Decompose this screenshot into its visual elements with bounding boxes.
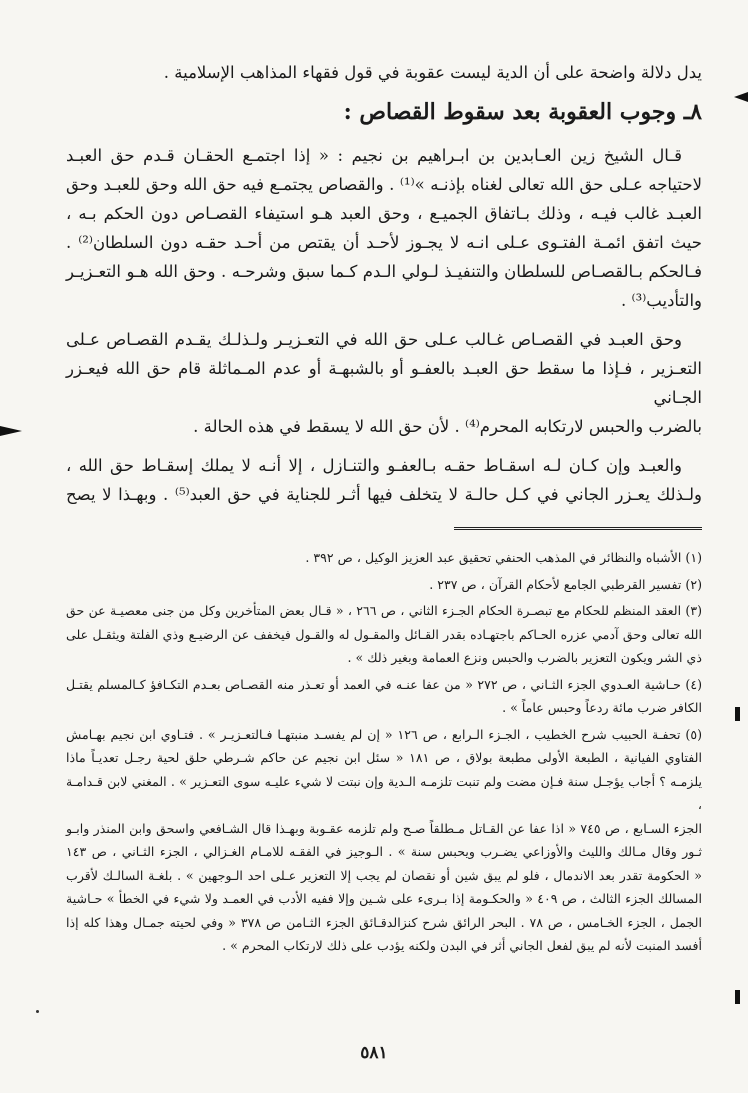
footnote-line: (٣) العقد المنظم للحكام مع تبصـرة الحكام الجـزء الثاني ، ص ٢٦٦ ، « قـال بعض المتأخرين وكل من جنى معصيـة عن حق [66, 603, 702, 618]
intro-text [66, 58, 702, 87]
paragraph-3 [66, 451, 702, 509]
footnote-line: الله تعالى وحق آدمي عزره الحـاكم باجتهـاده بقدر القـائل والمقـول له والقـول فيخفف عن الرضيـع وذي الفلتة ويثقـل على [66, 626, 702, 642]
footnote-line: الجمل ، الجزء الخـامس ، ص ٧٨ . البحر الرائق شرح كنزالدقـائق الجزء الثـامن ص ٣٧٨ « وفي لحيته جمـال وهذا كله إذا [66, 914, 702, 930]
scan-speck [36, 1010, 39, 1013]
section-heading: ٨ـ وجوب العقوبة بعد سقوط القصاص : [343, 99, 702, 125]
text-line: يدل دلالة واضحة على أن الدية ليست عقوبة في قول فقهاء المذاهب الإسلامية . [163, 63, 702, 82]
footnote-2 [66, 573, 702, 597]
footnote-line: أفسد المنبت لأنه لم يبق لفعل الجاني أثر في البدن ولكنه يؤدب على ذلك لارتكاب المحرم » . [222, 938, 702, 953]
text-line: بالضرب والحبس لارتكابه المحرم⁽⁴⁾ . لأن حق الله لا يسقط في هذه الحالة . [193, 417, 702, 436]
page-content [66, 58, 702, 961]
text-line: العبـد غالب فيـه ، وذلك بـاتفاق الجميـع ، وحق العبد هـو استيفاء القصـاص دون الحكم بـه ، [66, 204, 702, 223]
footnote-4 [66, 673, 702, 720]
paragraph-2 [66, 325, 702, 441]
footnote-line: الفتاوي الفيانية ، الطبعة الأولى مطبعة بولاق ، ص ١٨١ « سئل ابن نجيم عن حاكم شـرطي حلق لحية رجـل تعديـاً ماذا [66, 750, 702, 765]
footnote-3 [66, 599, 702, 670]
text-line: حيث اتفق ائمـة الفتـوى عـلى انـه لا يجـوز لأحـد أن يقتص من أحـد حقـه دون السلطان⁽²⁾ . [66, 233, 702, 252]
text-line: التعـزير ، فـإذا ما سقط حق العبـد بالعفـو أو بالشبهـة أو عدم المـماثلة قام حق الله فيعـزر الجـاني [66, 359, 702, 407]
margin-mark-icon [735, 707, 740, 721]
text-line: والعبـد وإن كـان لـه اسقـاط حقـه بـالعفـو والتنـازل ، إلا أنـه لا يملك إسقـاط حق الله ، [66, 456, 682, 475]
footnote-line: (٥) تحفـة الحبيب شرح الخطيب ، الجـزء الـرابع ، ص ١٢٦ « إن لم يفسـد منبتهـا فـالتعـزيـر » . فتـاوي ابن نجيم بهـامش [66, 726, 702, 742]
margin-arrow-icon [0, 426, 22, 436]
footnote-line: ثـور وقال مـالك والليث والأوزاعي يضـرب ويحبس سنة » . الـوجيز في الفقـه للامـام الغـزالي ، الجزء الثـاني ، ص ١٤٣ [66, 844, 702, 859]
footnote-divider [454, 527, 702, 532]
footnote-line: الكافر ضرب مائة ردعاً وحبس عاماً » . [502, 700, 702, 715]
text-line: والتأديب⁽³⁾ . [621, 291, 702, 310]
footnote-line: (٢) تفسير القرطبي الجامع لأحكام القرآن ، ص ٢٣٧ . [429, 576, 702, 592]
footnote-line: (١) الأشباه والنظائر في المذهب الحنفي تحقيق عبد العزيز الوكيل ، ص ٣٩٢ . [305, 550, 702, 565]
text-line: وحق العبـد في القصـاص غـالب عـلى حق الله في التعـزيـر ولـذلـك يقـدم القصـاص عـلى [66, 330, 682, 349]
footnote-line: الجزء السـابع ، ص ٧٤٥ « اذا عفا عن القـاتل مـطلقاً صـح ولم تلزمه عقـوبة وبهـذا قال الشـافعي واسحق وابن المنذر وابـو [66, 820, 702, 836]
footnote-5 [66, 723, 702, 958]
page-number: ٥٨١ [360, 1043, 388, 1063]
text-line: ولـذلك يعـزر الجاني في كـل حالـة لا يتخلف فيها أثـر للجناية في حق العبد⁽⁵⁾ . وبهـذا لا يصح [66, 485, 703, 504]
footnotes [66, 546, 702, 958]
margin-arrow-icon [734, 92, 748, 102]
paragraph-1 [66, 141, 702, 315]
footnote-line: « الحكومة تقدر بعد الاندمال ، فلو لم يبق شين أو نقصان لم يجب إلا التعزير عـلى احد الـوجهين » . بلغـة السالـك لأقرب [66, 867, 702, 883]
footnote-1 [66, 546, 702, 570]
margin-mark-icon [735, 990, 740, 1004]
text-line: قـال الشيخ زين العـابدين بن ابـراهيم بن نجيم : « إذا اجتمـع الحقـان قـدم حق العبـد [66, 146, 682, 165]
footnote-line: المسالك الجزء الثالث ، ص ٤٠٩ « والحكـومة إذا بـرىء على شـين وإلا ففيه الأدب في العمـد ولا شيء في الخطأ » حـاشية [66, 891, 702, 906]
text-line: فـالحكم بـالقصـاص للسلطان والتنفيـذ لـولي الـدم كـما سبق وشرحـه . وحق الله هـو التعـزيـر [66, 262, 702, 281]
footnote-line: ذي الشر ويكون التعزير بالضرب والحبس ونزع العمامة وبغير ذلك » . [347, 650, 702, 665]
footnote-line: يلزمـه ؟ أجاب يؤجـل سنة فـإن مضت ولم تنبت تلزمـه الـدية وإن نبتت لا شيء عليـه سوى التعـزير » . المغني لابن قـدامـة ، [66, 773, 702, 812]
footnote-line: (٤) حـاشية العـدوي الجزء الثـاني ، ص ٢٧٢ « من عفا عنـه في العمد أو تعـذر منه القصـاص بعـدم التكـافؤ كـالمسلم يقتـل [66, 676, 702, 692]
text-line: لاحتياجه عـلى حق الله تعالى لغناه بإذنـه »⁽¹⁾ . والقصاص يجتمـع فيه حق الله وحق للعبـد وحق [66, 175, 702, 194]
